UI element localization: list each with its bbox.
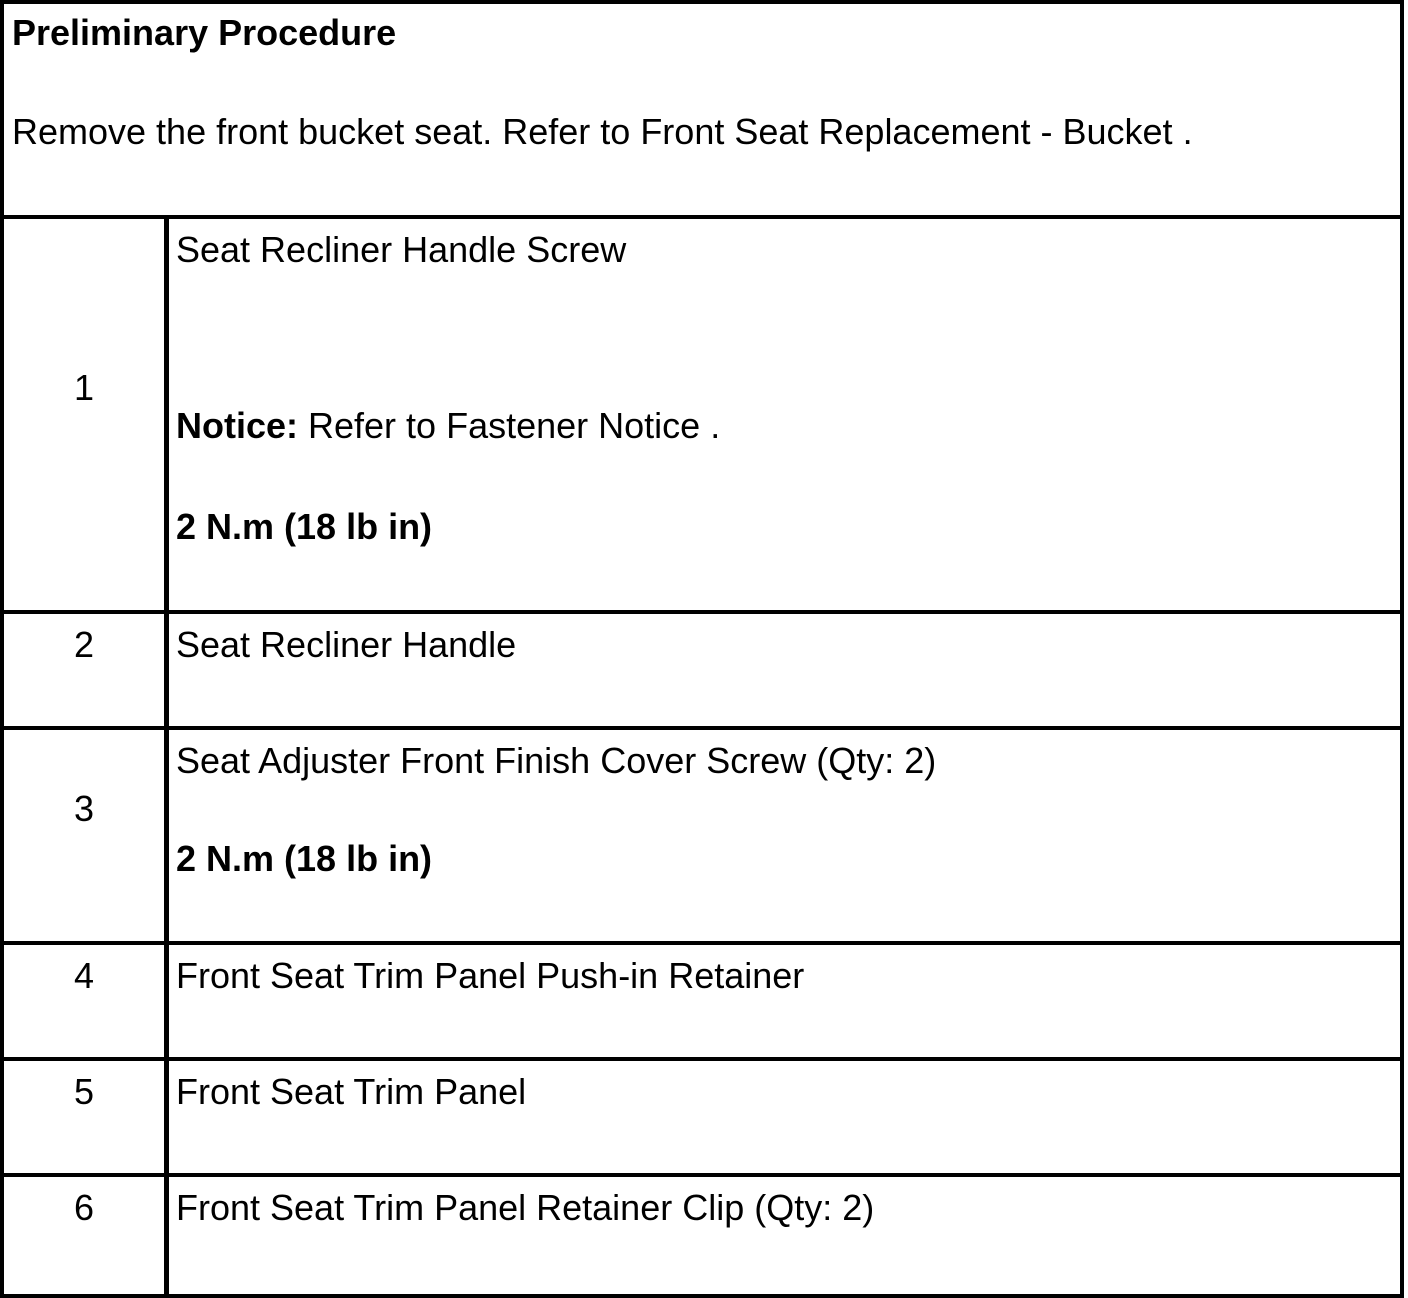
step-number: 3: [73, 788, 95, 829]
notice-label: Notice:: [176, 405, 299, 446]
notice-text: Refer to Fastener Notice .: [298, 405, 721, 446]
step-number: 1: [73, 367, 95, 408]
step-description: Front Seat Trim Panel Push-in Retainer: [176, 955, 805, 996]
step-description: Front Seat Trim Panel Retainer Clip (Qty: 2): [176, 1187, 875, 1228]
step-description: Seat Recliner Handle Screw: [176, 229, 627, 270]
preliminary-procedure-text: Remove the front bucket seat. Refer to Front Seat Replacement - Bucket .: [12, 111, 1193, 152]
preliminary-procedure-section: [4, 4, 1400, 219]
step-notice: [176, 405, 720, 447]
step-number: 5: [73, 1071, 95, 1112]
step-number: 4: [73, 955, 95, 996]
step-torque: 2 N.m (18 lb in): [176, 838, 433, 879]
step-description: Seat Recliner Handle: [176, 624, 517, 665]
step-number: 2: [73, 624, 95, 665]
step-torque: 2 N.m (18 lb in): [176, 506, 433, 547]
step-description: Front Seat Trim Panel: [176, 1071, 527, 1112]
step-row-6: [4, 1177, 1400, 1294]
step-row-3: [4, 730, 1400, 945]
step-row-4: [4, 945, 1400, 1061]
preliminary-procedure-title: Preliminary Procedure: [12, 12, 397, 53]
step-row-2: [4, 614, 1400, 730]
step-row-1: [4, 219, 1400, 614]
step-number: 6: [73, 1187, 95, 1228]
step-row-5: [4, 1061, 1400, 1177]
step-description: Seat Adjuster Front Finish Cover Screw (Qty: 2): [176, 740, 937, 781]
